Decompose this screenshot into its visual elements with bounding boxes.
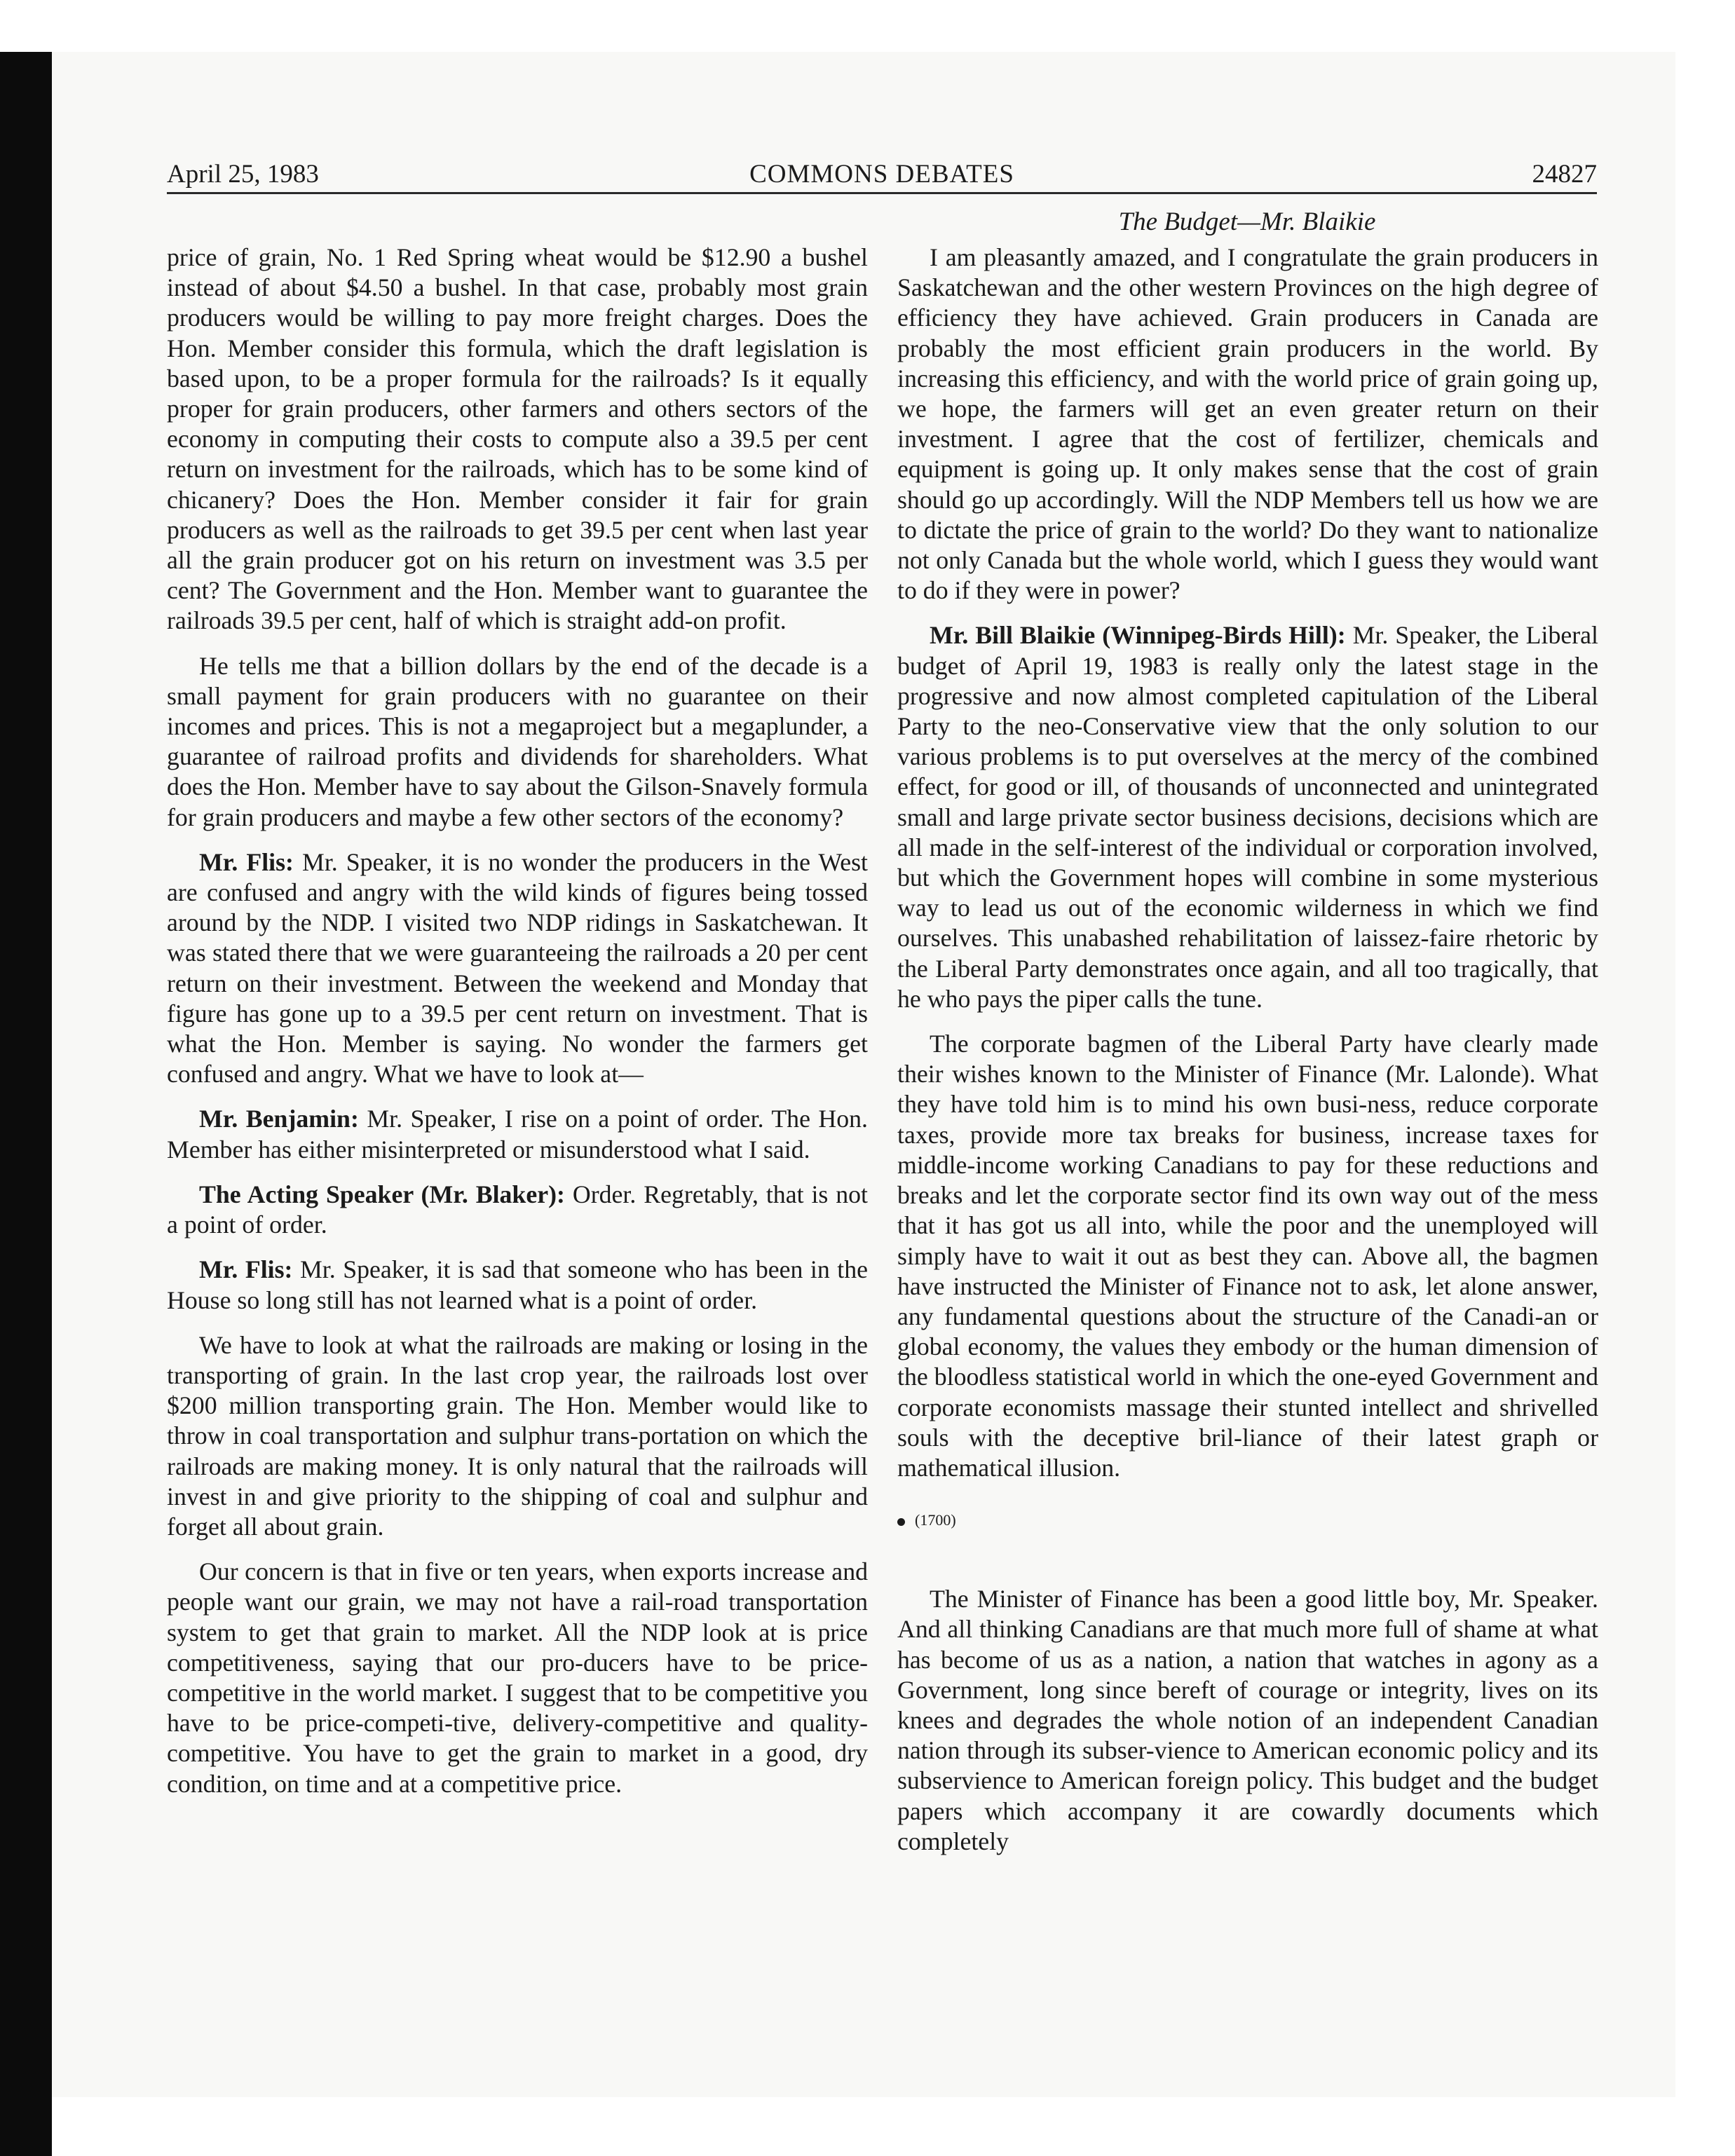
paragraph (167, 1180, 868, 1240)
section-title: The Budget—Mr. Blaikie (1118, 207, 1376, 236)
right-column (897, 243, 1598, 1871)
paragraph (167, 243, 868, 636)
speaker-name: Mr. Flis: (199, 1255, 293, 1284)
paragraph-text: Mr. Speaker, it is sad that someone who has been in the House so long still has not learned what is a point of order. (167, 1255, 868, 1314)
paragraph-text: Mr. Speaker, I rise on a point of order. The Hon. Member has either misinterpreted or misunderstood what I said. (167, 1105, 869, 1164)
paragraph (897, 1029, 1598, 1483)
bullet-icon (897, 1518, 905, 1526)
paragraph (897, 1584, 1598, 1857)
left-column (167, 243, 868, 1814)
paragraph (897, 243, 1598, 606)
speaker-name: The Acting Speaker (Mr. Blaker): (199, 1180, 565, 1208)
publication-title: COMMONS DEBATES (749, 160, 1014, 189)
header-date: April 25, 1983 (167, 160, 319, 189)
paragraph-text: Our concern is that in five or ten years, when exports increase and people want our grain, we may not have a rail-road transportation system to get that grain to market. All the NDP look at is price competitiveness, saying that our pro-ducers have to be price-competitive in the world market. I suggest that to be competitive you have to be price-competi-tive, delivery-competitive and quality-competitive. You have to get the grain to market in a good, dry condition, on time and at a competitive price. (167, 1557, 868, 1798)
paragraph (167, 1330, 868, 1542)
paragraph-text: I am pleasantly amazed, and I congratulate the grain producers in Saskatchewan and the other western Provinces on the high degree of efficiency they have achieved. Grain producers in Canada are probably the most efficient grain producers in the world. By increasing this efficiency, and with the world price of grain going up, we hope, the farmers will get an even greater return on their investment. I agree that the cost of fertilizer, chemicals and equipment is going up. It only makes sense that the cost of grain should go up accordingly. Will the NDP Members tell us how we are to dictate the price of grain to the world? Do they want to nationalize not only Canada but the whole world, which I guess they would want to do if they were in power? (897, 243, 1598, 605)
time-marker (897, 1510, 1598, 1531)
speaker-name: Mr. Flis: (199, 847, 294, 876)
paragraph-text: Mr. Speaker, it is no wonder the producers in the West are confused and angry with the wild kinds of figures being tossed around by the NDP. I visited two NDP ridings in Saskatchewan. It was stated there that we were guaranteeing the railroads a 20 per cent return on their investment. Between the weekend and Monday that figure has gone up to a 39.5 per cent return on investment. That is what the Hon. Member is saying. No wonder the farmers get confused and angry. What we have to look at— (167, 847, 869, 1089)
speaker-name: Mr. Bill Blaikie (Winnipeg-Birds Hill): (930, 621, 1346, 650)
speaker-name: Mr. Benjamin: (199, 1105, 359, 1133)
scan-margin (0, 0, 1735, 52)
paragraph-text: Order. Regretably, that is not a point of order. (167, 1180, 868, 1239)
paragraph (167, 1557, 868, 1799)
paragraph-text: Mr. Speaker, the Liberal budget of April 19, 1983 is really only the latest stage in the progressive and now almost completed capitulation of the Liberal Party to the neo-Conservative view that the only solution to our various problems is to put overselves at the mercy of the combined effect, for good or ill, of thousands of unconnected and unintegrated small and large private sector business decisions, decisions which are all made in the self-interest of the individual or corporation involved, but which the Government hopes will combine in some mysterious way to lead us out of the economic wilderness in which we find ourselves. This unabashed rehabilitation of laissez-faire rhetoric by the Liberal Party demonstrates once again, and all too tragically, that he who pays the piper calls the tune. (897, 621, 1598, 1013)
paragraph-text: We have to look at what the railroads are making or losing in the transporting of grain. In the last crop year, the railroads lost over $200 million transporting grain. The Hon. Member would like to throw in coal transportation and sulphur trans-portation on which the railroads are making money. It is only natural that the railroads will invest in and give priority to the shipping of coal and sulphur and forget all about grain. (167, 1330, 868, 1541)
scan-border (0, 0, 52, 2156)
timestamp: (1700) (915, 1511, 956, 1529)
paragraph (167, 847, 868, 1090)
paragraph (167, 651, 868, 833)
paragraph (167, 1255, 868, 1315)
paragraph-text: The Minister of Finance has been a good little boy, Mr. Speaker. And all thinking Canadians are that much more full of shame at what has become of us as a nation, a nation that watches in agony as a Government, long since bereft of courage or integrity, lives on its knees and degrades the whole notion of an independent Canadian nation through its subser-vience to American economic policy and its subservience to American foreign policy. This budget and the budget papers which accompany it are cowardly documents which completely (897, 1585, 1598, 1855)
page-number: 24827 (1532, 160, 1597, 189)
paragraph-text: price of grain, No. 1 Red Spring wheat would be $12.90 a bushel instead of about $4.50 a bushel. In that case, probably most grain producers would be willing to pay more freight charges. Does the Hon. Member consider this formula, which the draft legislation is based upon, to be a proper formula for the railroads? Is it equally proper for grain producers, other farmers and others sectors of the economy in computing their costs to compute also a 39.5 per cent return on investment for the railroads, which has to be some kind of chicanery? Does the Hon. Member consider it fair for grain producers as well as the railroads to get 39.5 per cent when last year all the grain producer got on his return on investment was 3.5 per cent? The Government and the Hon. Member want to guarantee the railroads 39.5 per cent, half of which is straight add-on profit. (167, 243, 868, 635)
paragraph (167, 1104, 868, 1164)
paragraph-text: The corporate bagmen of the Liberal Party have clearly made their wishes known to the Minister of Finance (Mr. Lalonde). What they have told him is to mind his own busi-ness, reduce corporate taxes, provide more tax breaks for business, increase taxes for middle-income working Canadians to pay for these reductions and breaks and let the corporate sector find its own way out of the mess that it has got us all into, while the poor and the unemployed will simply have to wait it out as best they can. Above all, the bagmen have instructed the Minister of Finance not to ask, let alone answer, any fundamental questions about the structure of the Canadi-an or global economy, the values they embody or the human dimension of the bloodless statistical world in which the one-eyed Government and corporate economists massage their stunted intellect and shrivelled souls with the deceptive bril-liance of their latest graph or mathematical illusion. (897, 1030, 1598, 1482)
paragraph (897, 620, 1598, 1014)
running-header (167, 157, 1597, 194)
paragraph-text: He tells me that a billion dollars by the end of the decade is a small payment for grain producers with no guarantee on their incomes and prices. This is not a megaproject but a megaplunder, a guarantee of railroad profits and dividends for shareholders. What does the Hon. Member have to say about the Gilson-Snavely formula for grain producers and maybe a few other sectors of the economy? (167, 651, 868, 831)
